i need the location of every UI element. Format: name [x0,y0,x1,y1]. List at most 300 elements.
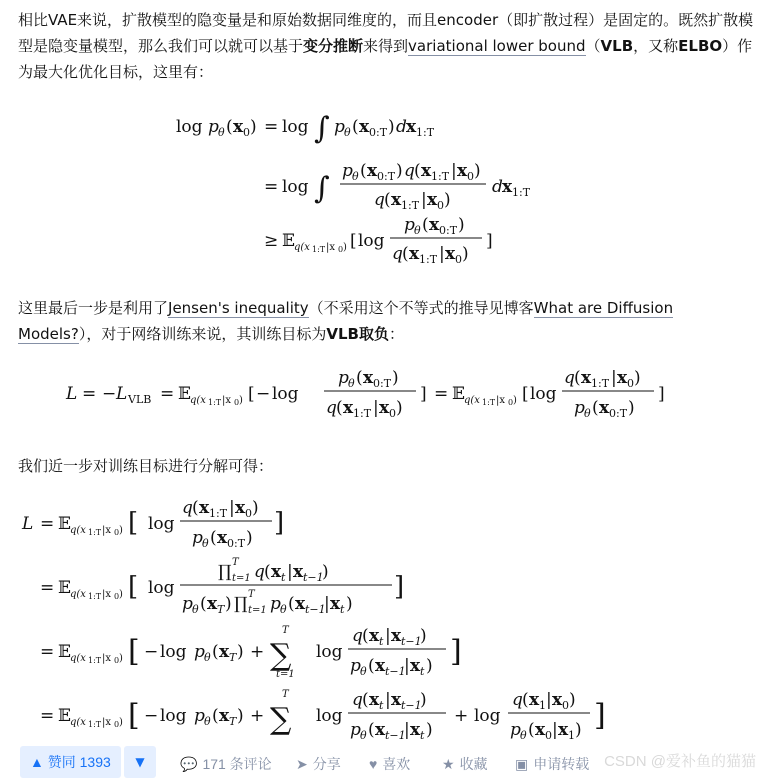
svg-text:0: 0 [114,720,120,729]
svg-text:(: ( [362,690,369,710]
svg-text:): ) [426,720,433,740]
share-label: 分享 [312,756,341,772]
heart-icon: ♥ [369,756,378,772]
svg-text:(: ( [264,562,271,582]
downvote-button[interactable] [124,746,156,778]
svg-text:θ: θ [352,170,359,183]
svg-text:1:T: 1:T [419,253,438,266]
svg-text:t−1: t−1 [385,729,406,740]
svg-text:−: − [102,384,117,404]
svg-text:𝔼: 𝔼 [452,384,465,404]
comment-icon: 💬 [180,755,198,772]
collect-button[interactable] [442,754,488,774]
svg-text:log: log [316,642,343,662]
svg-text:|x: |x [496,395,506,406]
svg-text:𝔼: 𝔼 [58,706,71,726]
svg-text:∏: ∏ [234,594,248,614]
svg-text:−: − [256,384,271,404]
svg-text:θ: θ [348,377,355,390]
svg-text:q: q [392,244,403,264]
svg-text:): ) [246,528,253,548]
svg-text:+: + [250,642,265,662]
svg-text:q(x: q(x [70,589,86,600]
bold-variational-inference: 变分推断 [303,37,364,55]
paragraph-intro [18,7,758,85]
svg-text:[: [ [128,572,139,602]
upvote-button[interactable] [20,746,121,778]
svg-text:d: d [396,117,407,137]
svg-text:0: 0 [245,507,252,520]
svg-text:(: ( [522,690,529,710]
svg-text:1:T: 1:T [431,170,450,183]
svg-text:1: 1 [568,729,575,740]
svg-text:θ: θ [584,407,591,420]
svg-text:t=1: t=1 [232,573,251,584]
svg-text:|: | [611,368,617,388]
svg-text:log: log [282,177,309,197]
svg-text:log: log [282,117,309,137]
svg-text:x: x [457,161,468,181]
svg-text:log: log [160,642,187,662]
svg-text:1:T: 1:T [401,199,420,212]
svg-text:x: x [502,177,513,197]
svg-text:x: x [529,690,540,710]
svg-text:): ) [119,525,123,536]
svg-text:x: x [367,161,378,181]
svg-text:0: 0 [508,398,514,407]
svg-text:0: 0 [467,170,474,183]
svg-text:q: q [512,690,523,710]
svg-text:(: ( [212,706,219,726]
svg-text:(: ( [414,161,421,181]
svg-text:): ) [225,594,232,614]
svg-text:x: x [295,594,306,614]
reprint-icon: ▣ [515,755,529,772]
upvote-label: ▲ 赞同 1393 [30,754,111,770]
svg-text:x: x [343,398,354,418]
svg-text:x: x [369,690,380,710]
svg-text:𝔼: 𝔼 [178,384,191,404]
svg-text:log: log [148,514,175,534]
svg-text:=: = [264,117,279,137]
svg-text:q: q [352,626,363,646]
svg-text:θ: θ [204,715,211,728]
svg-text:(: ( [422,215,429,235]
svg-text:log: log [160,706,187,726]
svg-text:(: ( [402,244,409,264]
svg-text:): ) [396,398,403,418]
svg-text:(: ( [368,720,375,740]
svg-text:|: | [373,398,379,418]
svg-text:t=1: t=1 [276,669,295,680]
svg-text:x: x [406,117,417,137]
svg-text:x: x [293,562,304,582]
svg-text:T: T [229,715,237,728]
intro-text-3: （ [585,37,601,55]
svg-text:p: p [192,528,203,548]
svg-text:[: [ [128,634,140,669]
svg-text:]: ] [450,634,462,669]
svg-text:[: [ [522,384,529,404]
svg-text:t: t [281,571,286,584]
svg-text:∫: ∫ [314,111,330,146]
svg-text:x: x [445,244,456,264]
svg-text:1:T: 1:T [88,656,102,665]
share-button[interactable] [296,754,341,774]
svg-text:q: q [404,161,415,181]
svg-text:=: = [40,578,55,598]
svg-text:0: 0 [455,253,462,266]
comments-button[interactable] [180,754,272,774]
svg-text:]: ] [420,384,427,404]
svg-text:q: q [254,562,265,582]
svg-text:x: x [599,398,610,418]
svg-text:(: ( [336,398,343,418]
svg-text:q: q [326,398,337,418]
svg-text:0: 0 [437,199,444,212]
svg-text:): ) [346,594,353,614]
svg-text:x: x [233,117,244,137]
svg-text:=: = [40,706,55,726]
svg-text:(: ( [192,498,199,518]
svg-text:|x: |x [102,589,112,600]
svg-text:1:T: 1:T [208,398,222,407]
svg-text:]: ] [594,698,606,733]
like-button[interactable] [369,754,410,774]
svg-text:x: x [271,562,282,582]
svg-text:): ) [474,161,481,181]
svg-text:0:T: 0:T [609,407,628,420]
jensen-text-2: （不采用这个不等式的推导见博客 [308,299,534,317]
svg-text:q: q [564,368,575,388]
svg-text:=: = [434,384,449,404]
svg-text:|x: |x [326,242,336,253]
svg-text:−: − [144,642,159,662]
svg-text:=: = [264,177,279,197]
svg-text:VLB: VLB [128,393,152,406]
svg-text:|: | [385,690,391,710]
svg-text:0: 0 [114,656,120,665]
svg-text:): ) [250,117,257,137]
svg-text:x: x [219,706,230,726]
svg-text:0: 0 [114,528,120,537]
svg-text:): ) [239,395,243,406]
svg-text:): ) [252,498,259,518]
svg-text:𝔼: 𝔼 [58,642,71,662]
svg-text:q(x: q(x [70,653,86,664]
star-icon: ★ [442,755,455,772]
svg-text:0: 0 [338,245,344,254]
bold-elbo: ELBO [678,37,723,55]
svg-text:log: log [176,117,203,137]
svg-text:p: p [350,720,361,740]
svg-text:log: log [358,231,385,251]
equation-3-svg [18,495,638,740]
svg-text:1:T: 1:T [591,377,610,390]
svg-text:0:T: 0:T [227,537,246,550]
svg-text:x: x [558,720,569,740]
equation-2-svg [60,365,680,425]
svg-text:p: p [334,117,345,137]
svg-text:L: L [116,384,128,404]
svg-text:=: = [40,514,55,534]
svg-text:1:T: 1:T [353,407,372,420]
svg-text:0: 0 [627,377,634,390]
svg-text:]: ] [394,572,405,602]
svg-text:log: log [272,384,299,404]
svg-text:1:T: 1:T [88,592,102,601]
paragraph-decompose [18,453,758,479]
share-icon: ➤ [296,755,308,772]
svg-text:∑: ∑ [270,638,292,673]
svg-text:): ) [569,690,576,710]
svg-text:=: = [82,384,97,404]
svg-text:|x: |x [102,653,112,664]
jensen-text-3: ），对于网络训练来说，其训练目标为 [78,325,327,343]
svg-text:𝔼: 𝔼 [58,514,71,534]
svg-text:(: ( [574,368,581,388]
svg-text:|: | [439,244,445,264]
svg-text:t: t [340,603,345,616]
svg-text:θ: θ [280,603,287,616]
svg-text:log: log [530,384,557,404]
svg-text:p: p [404,215,415,235]
intro-text-2: 来得到 [363,37,409,55]
svg-text:): ) [420,690,427,710]
svg-text:(: ( [212,642,219,662]
svg-text:0: 0 [545,729,552,740]
watermark: CSDN @爱补鱼的猫猫 [604,753,756,770]
svg-text:t: t [379,699,384,712]
svg-text:t−1: t−1 [305,603,326,616]
svg-text:q(x: q(x [70,525,86,536]
svg-text:0: 0 [243,126,250,139]
svg-text:L: L [66,384,78,404]
svg-text:t−1: t−1 [401,635,422,648]
svg-text:x: x [375,656,386,676]
svg-text:θ: θ [414,224,421,237]
svg-text:(: ( [362,626,369,646]
svg-text:1: 1 [539,699,546,712]
paragraph-jensen [18,295,758,347]
svg-text:): ) [343,242,347,253]
link-variational-lower-bound[interactable]: variational lower bound [408,37,586,55]
svg-text:p: p [574,398,585,418]
svg-text:θ: θ [218,126,225,139]
svg-text:(: ( [368,656,375,676]
svg-text:|: | [546,690,552,710]
svg-text:log: log [474,706,501,726]
svg-text:log: log [316,706,343,726]
reprint-label: 申请转载 [533,756,590,772]
svg-text:T: T [248,589,255,600]
svg-text:|: | [451,161,457,181]
svg-text:[: [ [128,698,140,733]
svg-text:(: ( [226,117,233,137]
svg-text:+: + [250,706,265,726]
svg-text:x: x [429,215,440,235]
svg-text:T: T [282,625,289,636]
svg-text:log: log [148,578,175,598]
reprint-button[interactable] [515,754,589,774]
svg-text:x: x [617,368,628,388]
svg-text:−: − [144,706,159,726]
svg-text:x: x [391,190,402,210]
svg-text:t: t [420,729,425,740]
svg-text:p: p [182,594,193,614]
svg-text:): ) [237,642,244,662]
svg-text:θ: θ [204,651,211,664]
svg-text:|x: |x [102,717,112,728]
svg-text:|x: |x [102,525,112,536]
svg-text:p: p [342,161,353,181]
svg-text:x: x [581,368,592,388]
svg-text:t: t [420,665,425,678]
svg-text:): ) [458,215,465,235]
svg-text:): ) [575,720,582,740]
svg-text:∑: ∑ [270,702,292,737]
svg-text:(: ( [384,190,391,210]
svg-text:x: x [363,368,374,388]
svg-text:(: ( [288,594,295,614]
svg-text:p: p [270,594,281,614]
svg-text:1:T: 1:T [416,126,435,139]
svg-text:1:T: 1:T [88,720,102,729]
svg-text:[: [ [248,384,255,404]
svg-text:θ: θ [520,729,527,740]
svg-text:|: | [385,626,391,646]
svg-text:q: q [352,690,363,710]
comments-label: 171 条评论 [202,756,272,772]
svg-text:x: x [207,594,218,614]
svg-text:): ) [444,190,451,210]
svg-text:θ: θ [360,665,367,678]
svg-text:0: 0 [234,398,240,407]
svg-text:q(x: q(x [70,717,86,728]
svg-text:|: | [404,720,410,740]
svg-text:d: d [492,177,503,197]
svg-text:(: ( [200,594,207,614]
svg-text:T: T [217,603,225,616]
svg-text:]: ] [274,508,285,538]
svg-text:0:T: 0:T [373,377,392,390]
svg-text:): ) [396,161,403,181]
svg-text:x: x [391,626,402,646]
svg-text:0: 0 [562,699,569,712]
link-jensens-inequality[interactable]: Jensen's inequality [168,299,309,317]
svg-text:+: + [454,706,469,726]
svg-text:|: | [421,190,427,210]
svg-text:∫: ∫ [314,171,330,206]
svg-text:𝔼: 𝔼 [282,231,295,251]
svg-text:): ) [119,589,123,600]
svg-text:=: = [160,384,175,404]
svg-text:p: p [510,720,521,740]
svg-text:|: | [287,562,293,582]
collect-label: 收藏 [459,756,488,772]
svg-text:(: ( [592,398,599,418]
svg-text:(: ( [528,720,535,740]
svg-text:|: | [229,498,235,518]
svg-text:p: p [350,656,361,676]
svg-text:T: T [229,651,237,664]
svg-text:t−1: t−1 [303,571,324,584]
svg-text:0:T: 0:T [369,126,388,139]
svg-text:1:T: 1:T [512,186,531,199]
svg-text:=: = [40,642,55,662]
link-what-are-diffusion-models[interactable]: What are Diffusion Models? [18,299,674,343]
svg-text:): ) [426,656,433,676]
svg-text:x: x [330,594,341,614]
svg-text:|: | [324,594,330,614]
svg-text:x: x [552,690,563,710]
svg-text:t=1: t=1 [248,605,267,616]
svg-text:x: x [219,642,230,662]
svg-text:): ) [634,368,641,388]
svg-text:0:T: 0:T [377,170,396,183]
decompose-text: 我们近一步对训练目标进行分解可得： [18,457,274,475]
jensen-text-1: 这里最后一步是利用了 [18,299,169,317]
svg-text:x: x [409,244,420,264]
svg-text:p: p [338,368,349,388]
svg-text:x: x [410,720,421,740]
svg-text:p: p [194,706,205,726]
svg-text:[: [ [128,508,139,538]
downvote-icon: ▼ [135,755,145,769]
svg-text:∏: ∏ [218,562,232,582]
svg-text:p: p [208,117,219,137]
svg-text:(: ( [356,368,363,388]
intro-text-4: ，又称 [633,37,679,55]
svg-text:): ) [119,653,123,664]
svg-text:x: x [199,498,210,518]
svg-text:q: q [182,498,193,518]
svg-text:|x: |x [222,395,232,406]
svg-text:]: ] [486,231,493,251]
equation-1-svg [170,108,590,278]
intro-text-5: ）作为最大化优化目标，这里有： [18,37,753,81]
svg-text:θ: θ [192,603,199,616]
svg-text:1:T: 1:T [88,528,102,537]
svg-text:x: x [217,528,228,548]
svg-text:θ: θ [344,126,351,139]
svg-text:≥: ≥ [264,231,279,251]
svg-text:0: 0 [114,592,120,601]
svg-text:𝔼: 𝔼 [58,578,71,598]
svg-text:(: ( [352,117,359,137]
svg-text:1:T: 1:T [312,245,326,254]
svg-text:): ) [392,368,399,388]
svg-text:q(x: q(x [294,242,310,253]
intro-text-1: 相比VAE来说，扩散模型的隐变量是和原始数据同维度的，而且encoder（即扩散过程）是固定的。既然扩散模型是隐变量模型，那么我们可以就可以基于 [18,11,754,55]
svg-text:x: x [391,690,402,710]
svg-text:p: p [194,642,205,662]
svg-text:x: x [535,720,546,740]
svg-text:1:T: 1:T [209,507,228,520]
svg-text:t−1: t−1 [401,699,422,712]
svg-text:x: x [359,117,370,137]
svg-text:): ) [388,117,395,137]
svg-text:]: ] [658,384,665,404]
svg-text:L: L [22,514,34,534]
svg-text:): ) [513,395,517,406]
svg-text:|: | [552,720,558,740]
svg-text:(: ( [360,161,367,181]
svg-text:t−1: t−1 [385,665,406,678]
svg-text:x: x [375,720,386,740]
svg-text:x: x [421,161,432,181]
svg-text:T: T [282,689,289,700]
